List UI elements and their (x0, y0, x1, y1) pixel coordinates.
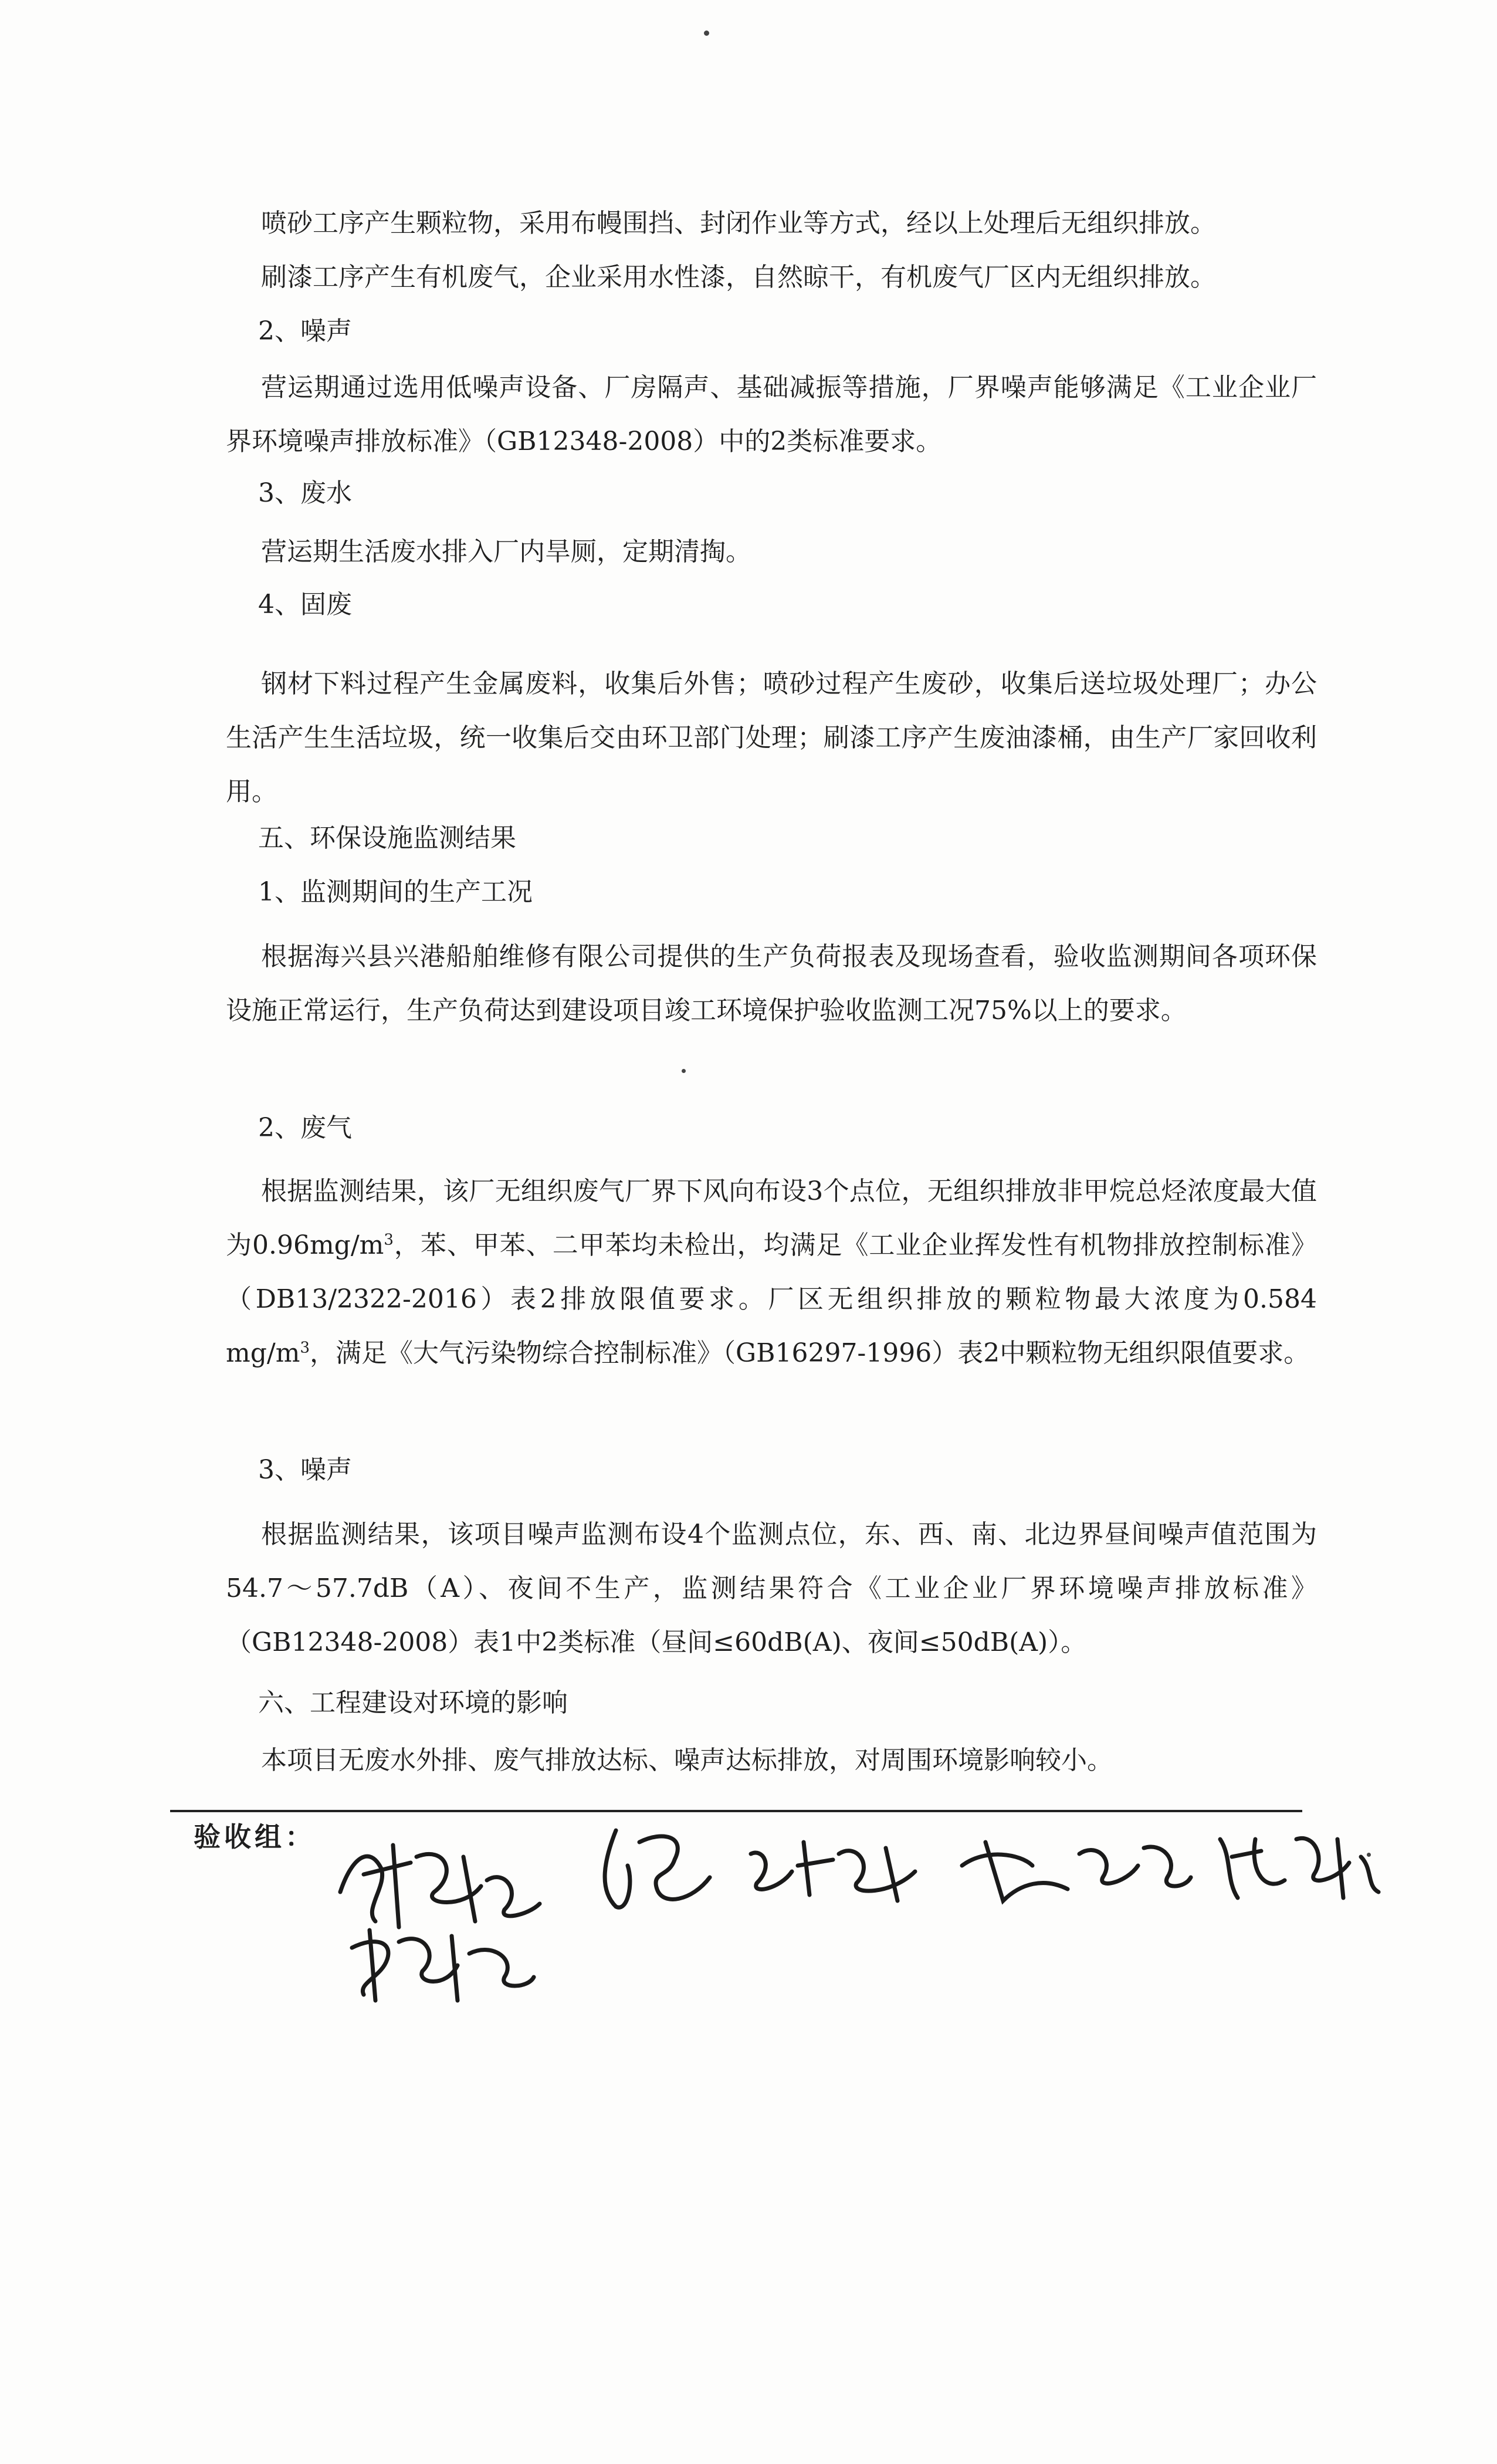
signature-2-image (592, 1819, 727, 1918)
paragraph-production-condition: 根据海兴县兴港船舶维修有限公司提供的生产负荷报表及现场查看，验收监测期间各项环保设施正常运行，生产负荷达到建设项目竣工环境保护验收监测工况75%以上的要求。 (226, 942, 1317, 1025)
heading-exhaust-gas: 2、废气 (258, 1113, 352, 1143)
heading-wastewater: 3、废水 (258, 478, 352, 508)
heading-noise: 2、噪声 (258, 316, 352, 346)
exhaust-text-b: ，苯、甲苯、二甲苯均未检出，均满足《工业企业挥发性有机物排放控制标准》（DB13/2322-2016）表2排放限值要求。厂区无组织排放的颗粒物最大浓度为0.584 mg/m (226, 1230, 1318, 1368)
scan-speck (682, 1069, 686, 1073)
scan-speck (1367, 1853, 1371, 1857)
heading-production-condition: 1、监测期间的生产工况 (258, 877, 533, 907)
signature-5-image (1208, 1822, 1384, 1910)
heading-noise-results: 3、噪声 (258, 1455, 352, 1485)
paragraph-environmental-impact: 本项目无废水外排、废气排放达标、噪声达标排放，对周围环境影响较小。 (261, 1745, 1113, 1775)
signature-divider-line (170, 1810, 1302, 1812)
paragraph-exhaust-gas (226, 1165, 1317, 1380)
paragraph-wastewater: 营运期生活废水排入厂内旱厕，定期清掏。 (261, 537, 751, 567)
paragraph-painting: 刷漆工序产生有机废气，企业采用水性漆，自然晾干，有机废气厂区内无组织排放。 (261, 262, 1216, 292)
heading-section-six: 六、工程建设对环境的影响 (258, 1688, 568, 1718)
paragraph-noise-operation: 营运期通过选用低噪声设备、厂房隔声、基础减振等措施，厂界噪声能够满足《工业企业厂界环境噪声排放标准》（GB12348-2008）中的2类标准要求。 (226, 373, 1317, 456)
exhaust-text-a: 根据监测结果，该厂无组织废气厂界下风向布设3个点位，无组织排放非甲烷总烃浓度最大值为0.96mg/m (226, 1176, 1317, 1260)
paragraph-noise-results: 根据监测结果，该项目噪声监测布设4个监测点位，东、西、南、北边界昼间噪声值范围为54.7～57.7dB（A）、夜间不生产，监测结果符合《工业企业厂界环境噪声排放标准》（GB12348-2008）表1中2类标准（昼间≤60dB(A)、夜间≤50dB(A)）。 (226, 1519, 1317, 1657)
superscript-3-a: 3 (384, 1231, 394, 1249)
acceptance-group-label: 验收组： (194, 1821, 316, 1853)
signature-3-image (739, 1830, 939, 1913)
superscript-3-b: 3 (300, 1339, 310, 1357)
heading-solid-waste: 4、固废 (258, 590, 352, 620)
paragraph-sandblasting: 喷砂工序产生颗粒物，采用布幔围挡、封闭作业等方式，经以上处理后无组织排放。 (261, 208, 1216, 238)
signature-6-image (340, 1918, 540, 2006)
exhaust-text-c: ，满足《大气污染物综合控制标准》（GB16297-1996）表2中颗粒物无组织限值要求。 (309, 1338, 1310, 1368)
signature-4-image (950, 1825, 1197, 1913)
heading-section-five: 五、环保设施监测结果 (258, 823, 516, 853)
scan-speck (704, 31, 709, 36)
paragraph-solid-waste: 钢材下料过程产生金属废料，收集后外售；喷砂过程产生废砂，收集后送垃圾处理厂；办公生活产生生活垃圾，统一收集后交由环卫部门处理；刷漆工序产生废油漆桶，由生产厂家回收利用。 (226, 669, 1317, 807)
